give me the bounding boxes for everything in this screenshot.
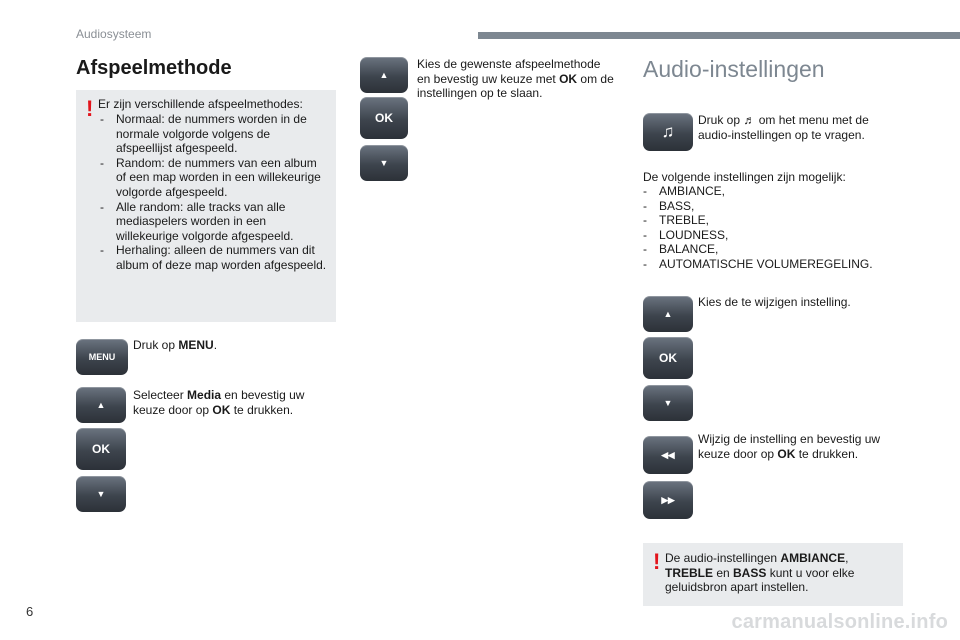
note-text: De audio-instellingen AMBIANCE, TREBLE en BASS kunt u voor elke geluidsbron apart instellen.: [665, 551, 855, 595]
list-item: - Random: de nummers van een album of een map worden in een willekeurige volgorde afgespeeld.: [100, 155, 321, 199]
list-item: - Herhaling: alleen de nummers van dit album of deze map worden afgespeeld.: [100, 243, 327, 272]
page-number: 6: [26, 604, 34, 619]
step-choose-setting: Kies de te wijzigen instelling.: [698, 295, 851, 309]
step-change-setting: Wijzig de instelling en bevestig uw keuze door op OK te drukken.: [698, 432, 881, 461]
audio-settings-title: Audio-instellingen: [643, 56, 825, 82]
step-select-media: Selecteer Media en bevestig uw keuze door op OK te drukken.: [133, 388, 305, 417]
list-item: - Normaal: de nummers worden in de normale volgorde volgens de afspeellijst afgespeeld.: [100, 112, 307, 156]
header-rule: [478, 32, 960, 39]
down-button[interactable]: ▼: [360, 145, 408, 181]
note-intro: Er zijn verschillende afspeelmethodes:: [98, 97, 303, 111]
list-item: - AUTOMATISCHE VOLUMEREGELING.: [643, 256, 873, 271]
audio-settings-note: [643, 543, 903, 606]
down-button[interactable]: ▼: [76, 476, 126, 512]
list-item: - BALANCE,: [643, 242, 719, 256]
ok-button[interactable]: OK: [643, 337, 693, 379]
up-button[interactable]: ▲: [76, 387, 126, 423]
step-choose-mode: Kies de gewenste afspeelmethode en bevestig uw keuze met OK om de instellingen op te slaan.: [417, 57, 614, 100]
music-note-icon: ♬: [743, 113, 756, 127]
list-item: - TREBLE,: [643, 213, 710, 227]
settings-intro: De volgende instellingen zijn mogelijk:: [643, 170, 846, 184]
down-button[interactable]: ▼: [643, 385, 693, 421]
warning-exclamation-icon: !: [86, 96, 94, 121]
warning-exclamation-icon: !: [653, 549, 661, 574]
section-label: Audiosysteem: [76, 27, 152, 41]
step-press-menu: Druk op MENU.: [133, 338, 218, 352]
list-item: - AMBIANCE,: [643, 184, 726, 198]
up-button[interactable]: ▲: [360, 57, 408, 93]
list-item: - Alle random: alle tracks van alle mediaspelers worden in een willekeurige volgorde afgespeeld.: [100, 199, 294, 243]
step-open-audio-menu: Druk op ♬ om het menu met de audio-instellingen op te vragen.: [698, 113, 869, 142]
up-button[interactable]: ▲: [643, 296, 693, 332]
music-button[interactable]: ♫: [643, 113, 693, 151]
watermark: carmanualsonline.info: [731, 611, 948, 633]
settings-list: [643, 184, 903, 271]
playback-modes-note: [76, 90, 336, 322]
ok-button[interactable]: OK: [360, 97, 408, 139]
ok-button[interactable]: OK: [76, 428, 126, 470]
next-button[interactable]: ▸▸: [643, 481, 693, 519]
list-item: - LOUDNESS,: [643, 227, 729, 242]
list-item: - BASS,: [643, 198, 695, 213]
previous-button[interactable]: ◂◂: [643, 436, 693, 474]
playback-mode-list: [98, 112, 328, 273]
afspeelmethode-title: Afspeelmethode: [76, 57, 232, 79]
menu-button[interactable]: MENU: [76, 339, 128, 375]
